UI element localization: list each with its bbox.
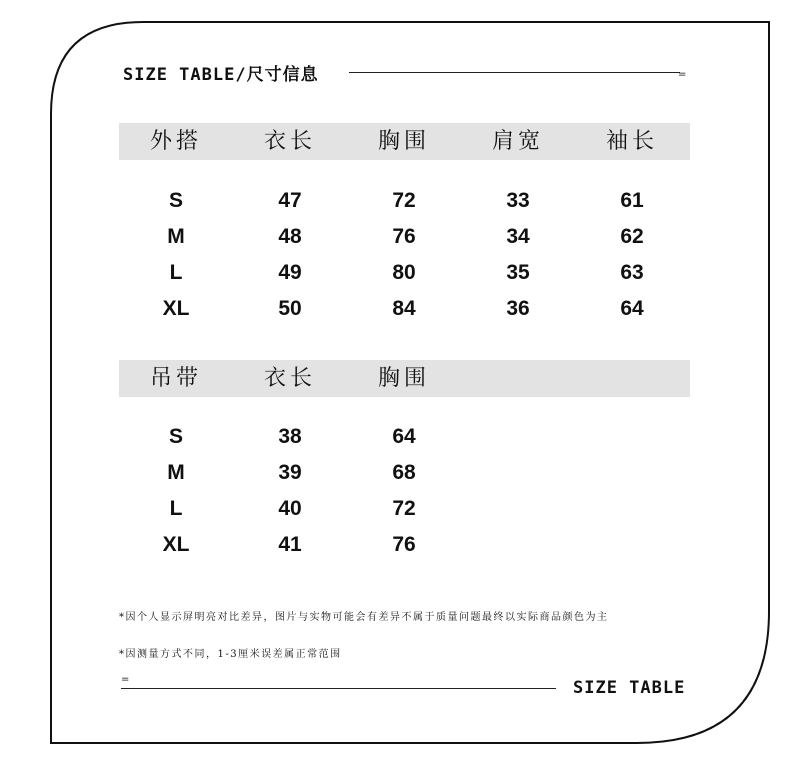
table-cell: 62: [620, 225, 644, 248]
header-rule: [349, 72, 680, 73]
table-cell: 41: [278, 533, 302, 556]
table-cell: L: [169, 261, 183, 284]
table-cell: 35: [506, 261, 530, 284]
table-row: [119, 419, 690, 455]
table-cell: 49: [278, 261, 302, 284]
table-cell: 38: [278, 425, 302, 448]
table-cell: 64: [392, 425, 416, 448]
table-header-row: [119, 123, 690, 160]
table-row: [119, 527, 690, 563]
table-cell: 84: [392, 297, 416, 320]
table-cell: 34: [506, 225, 530, 248]
table-cell: 72: [392, 497, 416, 520]
column-header: 袖长: [605, 129, 658, 154]
table-cell: 76: [392, 225, 416, 248]
footer-title: SIZE TABLE: [573, 678, 686, 698]
table-row: [119, 255, 690, 291]
table-cell: M: [167, 225, 185, 248]
table-row: [119, 183, 690, 219]
footer-mark: =: [121, 674, 130, 685]
column-header: 胸围: [377, 366, 430, 391]
table-row: [119, 491, 690, 527]
table-cell: 68: [392, 461, 416, 484]
table-cell: XL: [162, 297, 190, 320]
table-cell: M: [167, 461, 185, 484]
table-cell: 47: [278, 189, 302, 212]
table-cell: 36: [506, 297, 530, 320]
table-cell: 40: [278, 497, 302, 520]
footer-rule: [121, 688, 556, 689]
camisole-size-table: [119, 360, 690, 563]
header-title: SIZE TABLE/尺寸信息: [123, 65, 319, 85]
header-mark: =: [678, 69, 687, 80]
table-cell: 33: [506, 189, 530, 212]
column-header: 胸围: [377, 129, 430, 154]
table-cell: S: [168, 425, 183, 448]
column-header: 吊带: [149, 366, 202, 391]
table-cell: 80: [392, 261, 416, 284]
column-header: 衣长: [263, 129, 316, 154]
table-cell: L: [169, 497, 183, 520]
table-cell: 39: [278, 461, 302, 484]
table-cell: 72: [392, 189, 416, 212]
column-header: 衣长: [263, 366, 316, 391]
column-header: 外搭: [149, 129, 202, 154]
column-header: 肩宽: [491, 129, 544, 154]
note-display-difference: *因个人显示屏明亮对比差异，图片与实物可能会有差异不属于质量问题最终以实际商品颜色为主: [119, 612, 609, 623]
outerwear-size-table: [119, 123, 690, 327]
table-row: [119, 291, 690, 327]
table-cell: S: [168, 189, 183, 212]
table-row: [119, 219, 690, 255]
table-cell: 63: [620, 261, 644, 284]
table-cell: 61: [620, 189, 644, 212]
table-cell: 64: [620, 297, 644, 320]
table-cell: 76: [392, 533, 416, 556]
table-cell: XL: [162, 533, 190, 556]
table-cell: 50: [278, 297, 302, 320]
table-row: [119, 455, 690, 491]
table-header-row: [119, 360, 690, 397]
table-cell: 48: [278, 225, 302, 248]
note-measurement-tolerance: *因测量方式不同，1-3厘米误差属正常范围: [119, 649, 342, 660]
